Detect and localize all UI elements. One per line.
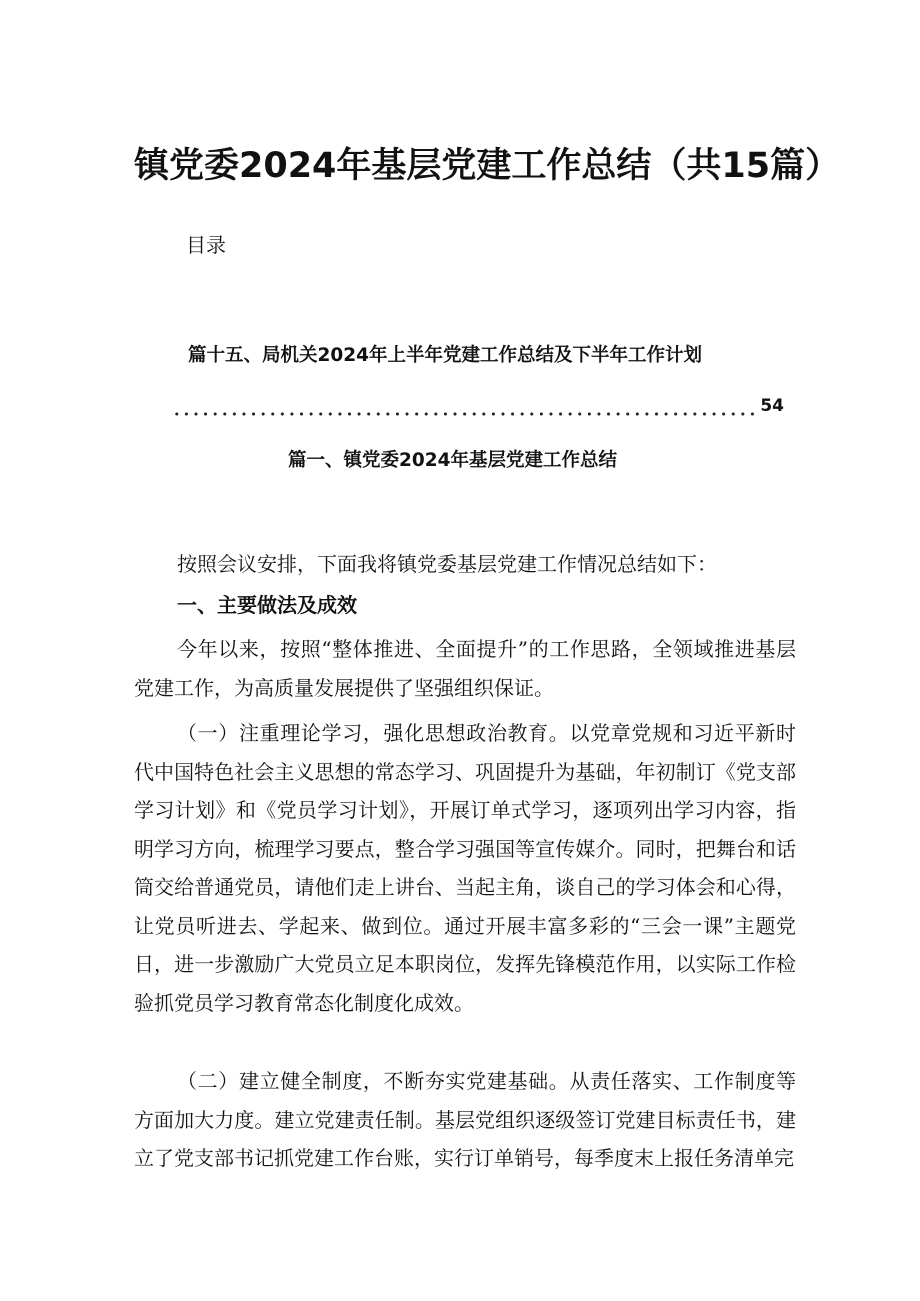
toc-entry-title[interactable]: 篇十五、局机关2024年上半年党建工作总结及下半年工作计划	[188, 345, 702, 366]
subheading-main-practices: 一、主要做法及成效	[177, 593, 357, 617]
section-heading: 篇一、镇党委2024年基层党建工作总结	[288, 450, 617, 471]
toc-label: 目录	[186, 233, 226, 257]
toc-entry-page-number: 54	[760, 396, 784, 416]
paragraph-system-building: （二）建立健全制度，不断夯实党建基础。从责任落实、工作制度等方面加大力度。建立党建责任制。基层党组织逐级签订党建目标责任书，建立了党支部书记抓党建工作台账，实行订单销号，每季度末上报任务清单完	[134, 1069, 796, 1170]
paragraph-intro: 按照会议安排，下面我将镇党委基层党建工作情况总结如下：	[177, 552, 717, 576]
toc-dot-leader	[172, 392, 758, 420]
document-title: 镇党委2024年基层党建工作总结（共15篇）	[134, 146, 841, 186]
paragraph-overview: 今年以来，按照“整体推进、全面提升”的工作思路，全领域推进基层党建工作，为高质量发展提供了坚强组织保证。	[134, 637, 796, 700]
paragraph-theory-study: （一）注重理论学习，强化思想政治教育。以党章党规和习近平新时代中国特色社会主义思想的常态学习、巩固提升为基础，年初制订《党支部学习计划》和《党员学习计划》，开展订单式学习，逐项列出学习内容，指明学习方向，梳理学习要点，整合学习强国等宣传媒介。同时，把舞台和话筒交给普通党员，请他们走上讲台、当起主角，谈自己的学习体会和心得，让党员听进去、学起来、做到位。通过开展丰富多彩的“三会一课”主题党日，进一步激励广大党员立足本职岗位，发挥先锋模范作用，以实际工作检验抓党员学习教育常态化制度化成效。	[134, 721, 796, 1015]
toc-entry-leader[interactable]	[172, 392, 784, 420]
